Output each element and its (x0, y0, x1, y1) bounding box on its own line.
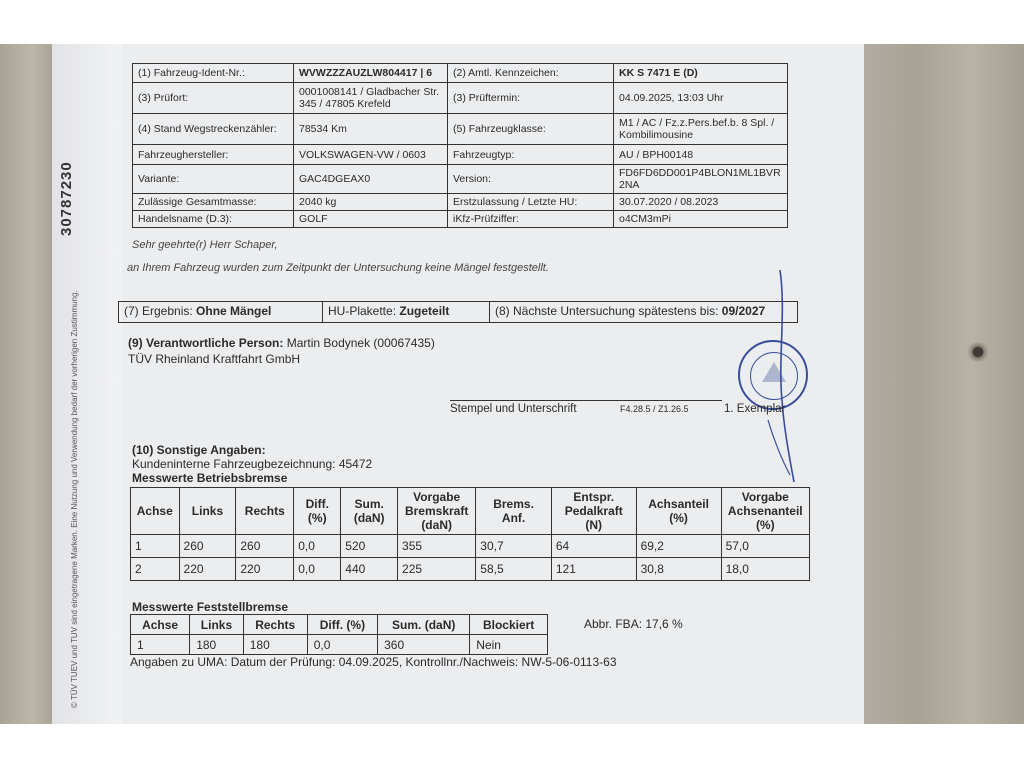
table-cell: 57,0 (721, 535, 809, 558)
table-cell: 18,0 (721, 558, 809, 581)
table-cell: 180 (190, 635, 244, 655)
info-value: VOLKSWAGEN-VW / 0603 (294, 145, 448, 165)
table-cell: 1 (131, 535, 180, 558)
info-row (133, 211, 788, 228)
info-value: GAC4DGEAX0 (294, 165, 448, 194)
info-row (133, 165, 788, 194)
table-cell: 2 (131, 558, 180, 581)
parking-brake-table (130, 614, 548, 655)
table-cell: Diff. (%) (307, 615, 377, 635)
info-label: Fahrzeugtyp: (448, 145, 614, 165)
table-cell: Diff. (%) (294, 488, 341, 535)
form-code: F4.28.5 / Z1.26.5 (620, 404, 689, 414)
table-cell: 220 (179, 558, 236, 581)
info-row (133, 83, 788, 114)
info-label: iKfz-Prüfziffer: (448, 211, 614, 228)
table-cell: Vorgabe Achsenanteil (%) (721, 488, 809, 535)
table-cell: 260 (236, 535, 294, 558)
table-row (131, 535, 810, 558)
table-cell: 0,0 (294, 558, 341, 581)
table-cell: 355 (398, 535, 476, 558)
table-header-row (131, 615, 548, 635)
info-label: Handelsname (D.3): (133, 211, 294, 228)
uma-info: Angaben zu UMA: Datum der Prüfung: 04.09.2025, Kontrollnr./Nachweis: NW-5-06-0113-63 (130, 655, 617, 669)
table-cell: 225 (398, 558, 476, 581)
responsible-label: (9) Verantwortliche Person: (128, 336, 284, 350)
table-cell: 1 (131, 635, 190, 655)
info-label: (3) Prüftermin: (448, 83, 614, 114)
next-inspection-label: (8) Nächste Untersuchung spätestens bis: (495, 304, 719, 318)
info-value: 0001008141 / Gladbacher Str. 345 / 47805 Krefeld (294, 83, 448, 114)
info-value: AU / BPH00148 (614, 145, 788, 165)
table-cell: 58,5 (476, 558, 552, 581)
info-row (133, 114, 788, 145)
signature-stroke (760, 270, 820, 490)
brake-title: Messwerte Betriebsbremse (132, 471, 288, 485)
abbr-fba: Abbr. FBA: 17,6 % (584, 617, 683, 631)
info-label: (5) Fahrzeugklasse: (448, 114, 614, 145)
serial-number: 30787230 (58, 161, 75, 236)
internal-designation: Kundeninterne Fahrzeugbezeichnung: 45472 (132, 457, 373, 471)
salutation: Sehr geehrte(r) Herr Schaper, (132, 239, 278, 251)
table-cell: Sum. (daN) (378, 615, 470, 635)
info-value: 04.09.2025, 13:03 Uhr (614, 83, 788, 114)
table-cell: Entspr. Pedalkraft (N) (551, 488, 636, 535)
table-cell: Links (190, 615, 244, 635)
result-bar (118, 301, 798, 323)
info-label: Fahrzeughersteller: (133, 145, 294, 165)
result-label: (7) Ergebnis: (124, 304, 193, 318)
wood-knot (966, 342, 990, 362)
table-cell: 180 (243, 635, 307, 655)
responsible-person (128, 336, 435, 350)
info-label: (1) Fahrzeug-Ident-Nr.: (133, 64, 294, 83)
vehicle-info-table (132, 63, 788, 228)
table-row (131, 635, 548, 655)
wood-background-left (0, 44, 52, 724)
table-cell: Achse (131, 615, 190, 635)
legal-notice: © TÜV TUEV und TUV sind eingetragene Marken. Eine Nutzung und Verwendung bedarf der vorherigen Zustimmung. (70, 290, 79, 708)
table-cell: Sum. (daN) (341, 488, 398, 535)
info-row (133, 194, 788, 211)
table-cell: 30,7 (476, 535, 552, 558)
info-label: (4) Stand Wegstreckenzähler: (133, 114, 294, 145)
info-value: 2040 kg (294, 194, 448, 211)
info-value: 30.07.2020 / 08.2023 (614, 194, 788, 211)
table-cell: 0,0 (307, 635, 377, 655)
info-label: Variante: (133, 165, 294, 194)
table-cell: Achse (131, 488, 180, 535)
result-value: Ohne Mängel (196, 304, 272, 318)
table-cell: Blockiert (470, 615, 548, 635)
table-cell: Rechts (243, 615, 307, 635)
table-cell: 64 (551, 535, 636, 558)
table-cell: 0,0 (294, 535, 341, 558)
info-row (133, 145, 788, 165)
info-value: M1 / AC / Fz.z.Pers.bef.b. 8 Spl. / Kombilimousine (614, 114, 788, 145)
table-cell: 440 (341, 558, 398, 581)
table-cell: 260 (179, 535, 236, 558)
park-title: Messwerte Feststellbremse (132, 600, 289, 614)
info-value: 78534 Km (294, 114, 448, 145)
signature-caption: Stempel und Unterschrift (450, 403, 577, 415)
info-label: Version: (448, 165, 614, 194)
table-cell: Nein (470, 635, 548, 655)
wood-background-right (846, 44, 1024, 724)
table-cell: Achsanteil (%) (636, 488, 721, 535)
table-header-row (131, 488, 810, 535)
table-cell: Links (179, 488, 236, 535)
next-inspection-value: 09/2027 (721, 304, 766, 318)
sheet-fold (52, 44, 122, 724)
table-cell: Brems. Anf. (476, 488, 552, 535)
table-cell: 121 (551, 558, 636, 581)
table-cell: 69,2 (636, 535, 721, 558)
info-label: Zulässige Gesamtmasse: (133, 194, 294, 211)
info-value: FD6FD6DD001P4BLON1ML1BVR2NA (614, 165, 788, 194)
plakette-label: HU-Plakette: (328, 304, 397, 318)
next-inspection-cell (490, 302, 797, 322)
vin-value: WVWZZZAUZLW804417 | 6 (294, 64, 448, 83)
table-cell: 520 (341, 535, 398, 558)
info-label: (3) Prüfort: (133, 83, 294, 114)
responsible-name: Martin Bodynek (00067435) (286, 336, 435, 350)
responsible-org: TÜV Rheinland Kraftfahrt GmbH (128, 352, 301, 366)
signature-line (450, 400, 722, 401)
intro-text: an Ihrem Fahrzeug wurden zum Zeitpunkt der Untersuchung keine Mängel festgestellt. (127, 262, 549, 274)
table-cell: 30,8 (636, 558, 721, 581)
table-row (131, 558, 810, 581)
info-value: GOLF (294, 211, 448, 228)
table-cell: 220 (236, 558, 294, 581)
service-brake-table (130, 487, 810, 581)
table-cell: Vorgabe Bremskraft (daN) (398, 488, 476, 535)
table-cell: 360 (378, 635, 470, 655)
copy-label: 1. Exemplar (724, 403, 786, 415)
plakette-cell (323, 302, 490, 322)
info-value: o4CM3mPi (614, 211, 788, 228)
plakette-value: Zugeteilt (399, 304, 450, 318)
info-row (133, 64, 788, 83)
result-cell (119, 302, 323, 322)
table-cell: Rechts (236, 488, 294, 535)
info-label: Erstzulassung / Letzte HU: (448, 194, 614, 211)
plate-value: KK S 7471 E (D) (614, 64, 788, 83)
info-label: (2) Amtl. Kennzeichen: (448, 64, 614, 83)
other-title: (10) Sonstige Angaben: (132, 443, 266, 457)
